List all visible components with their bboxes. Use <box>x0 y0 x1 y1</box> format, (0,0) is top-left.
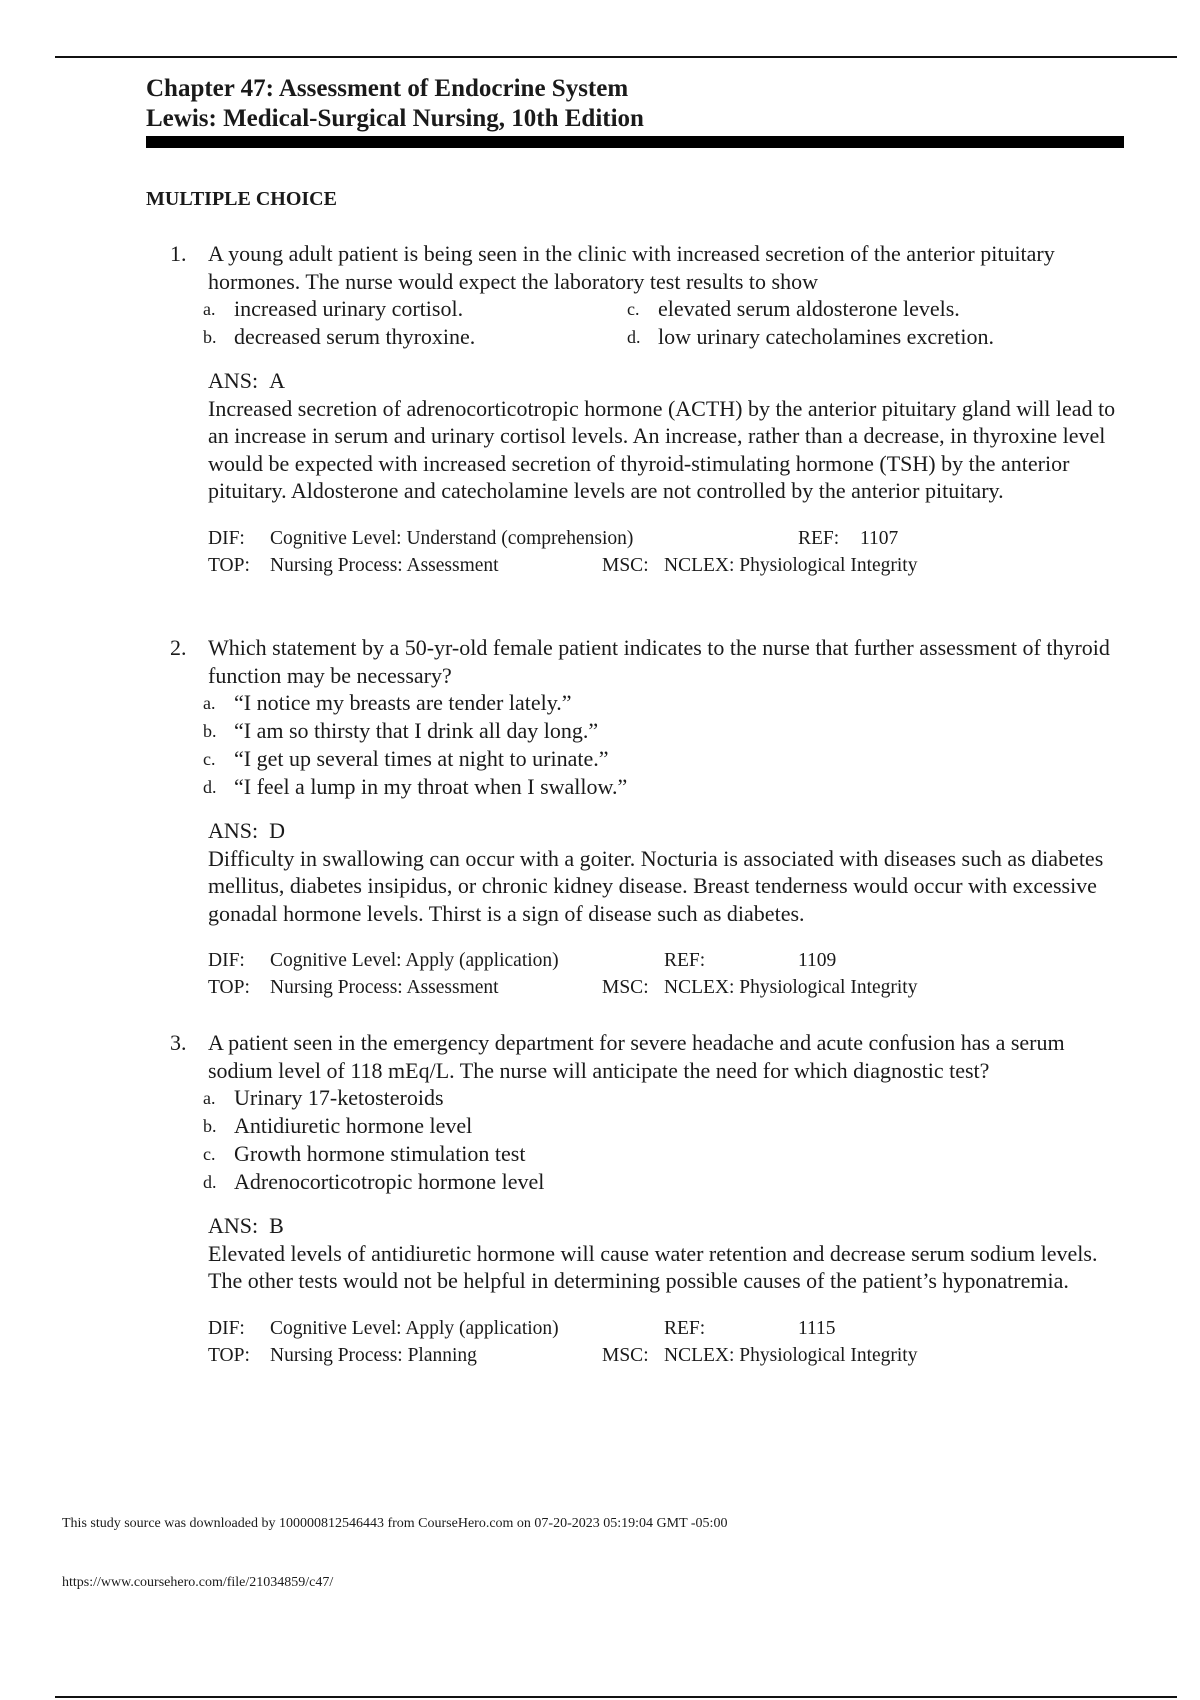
answer-value: D <box>269 818 286 843</box>
section-heading: MULTIPLE CHOICE <box>146 188 337 210</box>
question-metadata: DIF: Cognitive Level: Apply (application) REF: 1109 TOP: Nursing Process: Assessment MSC: NCLEX: Physiological Integrity <box>208 947 1130 1001</box>
msc-value: NCLEX: Physiological Integrity <box>664 554 918 576</box>
answer-block <box>208 1212 1130 1295</box>
question-2 <box>170 634 1130 1001</box>
question-metadata: DIF: Cognitive Level: Understand (comprehension) REF: 1107 TOP: Nursing Process: Assessment MSC: NCLEX: Physiological Integrity <box>208 525 1130 579</box>
options <box>203 689 1130 801</box>
bottom-rule <box>55 1696 1177 1698</box>
top-value: Nursing Process: Planning <box>270 1344 477 1366</box>
option-text: Adrenocorticotropic hormone level <box>234 1169 545 1194</box>
option-b <box>203 717 1130 745</box>
ref-value: 1115 <box>798 1317 836 1339</box>
question-number: 1. <box>170 241 187 266</box>
option-letter: c. <box>203 749 216 769</box>
option-letter: d. <box>203 1172 217 1192</box>
question-stem <box>170 240 1130 295</box>
dif-value: Cognitive Level: Understand (comprehension) <box>270 527 634 549</box>
option-letter: b. <box>203 721 217 741</box>
option-letter: c. <box>203 1144 216 1164</box>
option-text: “I am so thirsty that I drink all day long.” <box>234 718 599 743</box>
option-letter: c. <box>627 299 640 319</box>
question-text: Which statement by a 50-yr-old female patient indicates to the nurse that further assessment of thyroid function may be necessary? <box>208 635 1110 688</box>
option-text: Growth hormone stimulation test <box>234 1141 526 1166</box>
option-c <box>203 1140 1130 1168</box>
option-d <box>203 773 1130 801</box>
option-letter: a. <box>203 693 216 713</box>
answer-value: A <box>269 368 286 393</box>
answer-line: ANS: A <box>208 368 286 393</box>
question-text: A patient seen in the emergency department for severe headache and acute confusion has a serum sodium level of 118 mEq/L. The nurse will anticipate the need for which diagnostic test? <box>208 1030 1065 1083</box>
download-notice: This study source was downloaded by 100000812546443 from CourseHero.com on 07-20-2023 05:19:04 GMT -05:00 <box>62 1516 728 1531</box>
ref-value: 1107 <box>860 527 899 549</box>
option-c <box>627 295 1127 323</box>
option-b <box>203 323 627 351</box>
dif-value: Cognitive Level: Apply (application) <box>270 950 559 971</box>
question-stem <box>170 634 1130 689</box>
ref-value: 1109 <box>798 950 837 971</box>
question-3 <box>170 1029 1130 1369</box>
option-text: increased urinary cortisol. <box>234 296 464 321</box>
option-text: “I feel a lump in my throat when I swallow.” <box>234 774 628 799</box>
question-text: A young adult patient is being seen in the clinic with increased secretion of the anterior pituitary hormones. The nurse would expect the laboratory test results to show <box>208 241 1055 294</box>
question-stem <box>170 1029 1130 1084</box>
option-letter: a. <box>203 299 216 319</box>
msc-value: NCLEX: Physiological Integrity <box>664 977 918 998</box>
question-number: 2. <box>170 635 187 660</box>
option-text: Urinary 17-ketosteroids <box>234 1085 444 1110</box>
document-header <box>146 74 1124 148</box>
option-text: “I get up several times at night to urinate.” <box>234 746 609 771</box>
option-d <box>627 323 1127 351</box>
dif-value: Cognitive Level: Apply (application) <box>270 1317 559 1339</box>
header-bar <box>146 136 1124 148</box>
question-metadata: DIF: Cognitive Level: Apply (application) REF: 1115 TOP: Nursing Process: Planning MSC: NCLEX: Physiological Integrity <box>208 1315 1130 1369</box>
answer-line: ANS: B <box>208 1213 284 1238</box>
top-value: Nursing Process: Assessment <box>270 977 499 998</box>
question-1 <box>170 240 1130 579</box>
option-text: elevated serum aldosterone levels. <box>658 296 960 321</box>
options <box>203 1084 1130 1196</box>
question-number: 3. <box>170 1030 187 1055</box>
option-letter: b. <box>203 1116 217 1136</box>
rationale: Difficulty in swallowing can occur with a goiter. Nocturia is associated with diseases such as diabetes mellitus, diabetes insipidus, or chronic kidney disease. Breast tenderness would occur with excessive gonadal hormone levels. Thirst is a sign of disease such as diabetes. <box>208 845 1104 926</box>
option-a <box>203 1084 1130 1112</box>
rationale: Elevated levels of antidiuretic hormone will cause water retention and decrease serum sodium levels. The other tests would not be helpful in determining possible causes of the patient’s hyponatremia. <box>208 1240 1098 1293</box>
option-text: Antidiuretic hormone level <box>234 1113 473 1138</box>
option-letter: d. <box>203 777 217 797</box>
options <box>203 295 1130 351</box>
top-rule <box>55 56 1177 58</box>
option-text: low urinary catecholamines excretion. <box>658 324 994 349</box>
msc-value: NCLEX: Physiological Integrity <box>664 1344 918 1366</box>
answer-value: B <box>269 1213 284 1238</box>
rationale: Increased secretion of adrenocorticotropic hormone (ACTH) by the anterior pituitary gland will lead to an increase in serum and urinary cortisol levels. An increase, rather than a decrease, in thyroxine level would be expected with increased secretion of thyroid-stimulating hormone (TSH) by the anterior pituitary. Aldosterone and catecholamine levels are not controlled by the anterior pituitary. <box>208 395 1116 503</box>
option-text: decreased serum thyroxine. <box>234 324 476 349</box>
option-text: “I notice my breasts are tender lately.” <box>234 690 572 715</box>
book-title: Lewis: Medical-Surgical Nursing, 10th Edition <box>146 105 644 132</box>
option-d <box>203 1168 1130 1196</box>
option-b <box>203 1112 1130 1140</box>
option-letter: a. <box>203 1088 216 1108</box>
option-c <box>203 745 1130 773</box>
answer-block <box>208 367 1130 505</box>
option-a <box>203 295 627 323</box>
top-value: Nursing Process: Assessment <box>270 554 499 576</box>
source-url[interactable]: https://www.coursehero.com/file/21034859/c47/ <box>62 1575 334 1590</box>
chapter-title: Chapter 47: Assessment of Endocrine System <box>146 75 629 102</box>
answer-line: ANS: D <box>208 818 286 843</box>
option-letter: d. <box>627 327 641 347</box>
option-letter: b. <box>203 327 217 347</box>
option-a <box>203 689 1130 717</box>
answer-block <box>208 817 1130 927</box>
